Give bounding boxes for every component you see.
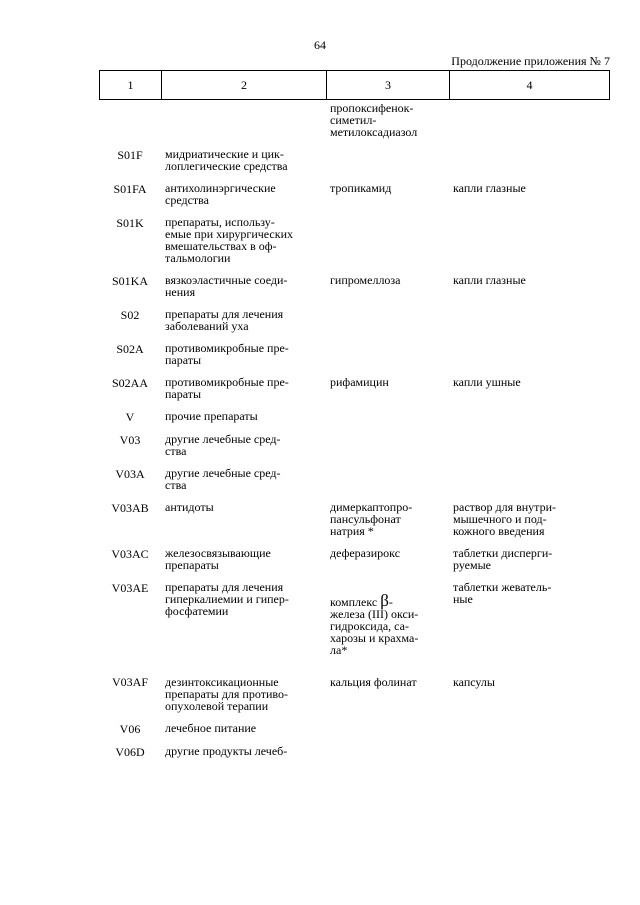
group-name xyxy=(161,102,326,148)
substance-name xyxy=(326,433,449,467)
atc-code: V03 xyxy=(119,433,141,447)
table-row xyxy=(99,342,609,376)
substance-name xyxy=(326,745,449,768)
atc-code xyxy=(99,102,161,148)
table-row xyxy=(99,547,609,581)
substance-name xyxy=(326,148,449,182)
atc-code: V03AE xyxy=(111,581,149,595)
atc-code: S02A xyxy=(116,342,144,356)
atc-code: V06D xyxy=(115,745,145,759)
substance-name: пропоксифенок- симетил- метилоксадиазол xyxy=(330,101,418,139)
dosage-form xyxy=(449,308,609,342)
table-row xyxy=(99,722,609,745)
table-row xyxy=(99,433,609,467)
substance-name: рифамицин xyxy=(330,375,389,389)
substance-name xyxy=(326,216,449,274)
header-cell-2: 2 xyxy=(162,71,327,100)
substance-name: тропикамид xyxy=(330,181,392,195)
group-name: железосвязывающие препараты xyxy=(165,546,271,572)
substance-name: деферазирокс xyxy=(330,546,401,560)
table-row xyxy=(99,376,609,410)
atc-code: V06 xyxy=(119,722,141,736)
atc-code: S01F xyxy=(117,148,143,162)
dosage-form xyxy=(449,102,609,148)
table-row xyxy=(99,182,609,216)
dosage-form xyxy=(449,148,609,182)
table-row xyxy=(99,745,609,768)
atc-code: V03A xyxy=(115,467,145,481)
dosage-form: раствор для внутри- мышечного и под- кожного введения xyxy=(453,500,556,538)
substance-name xyxy=(326,308,449,342)
group-name: дезинтоксикационные препараты для противо- опухолевой терапии xyxy=(165,675,288,713)
table-row xyxy=(99,410,609,433)
atc-code: V03AB xyxy=(111,501,149,515)
atc-code: S01KA xyxy=(111,274,148,288)
atc-code: S02 xyxy=(120,308,140,322)
atc-code: S01K xyxy=(116,216,144,230)
group-name: другие продукты лечеб- xyxy=(165,744,288,758)
substance-name xyxy=(326,342,449,376)
table-row xyxy=(99,148,609,182)
table-row xyxy=(99,308,609,342)
substance-rest: - железа (III) окси- гидроксида, са- харозы и крахма- ла* xyxy=(330,595,419,657)
group-name: противомикробные пре- параты xyxy=(165,341,289,367)
atc-code: V03AF xyxy=(111,675,148,689)
header-cell-4: 4 xyxy=(450,71,610,100)
substance-prefix: комплекс xyxy=(330,595,378,609)
continuation-label: Продолжение приложения № 7 xyxy=(451,54,610,68)
dosage-form: капли ушные xyxy=(453,375,521,389)
dosage-form xyxy=(449,342,609,376)
header-row xyxy=(100,71,610,100)
page-number: 64 xyxy=(314,38,326,52)
table-header xyxy=(99,70,610,100)
group-name: антихолинэргические средства xyxy=(165,181,276,207)
substance-name xyxy=(326,722,449,745)
dosage-form: таблетки жеватель- ные xyxy=(453,580,552,606)
group-name: препараты для лечения гиперкалиемии и гипер- фосфатемии xyxy=(165,580,289,618)
table-row xyxy=(99,102,609,148)
substance-name xyxy=(326,467,449,501)
dosage-form: капсулы xyxy=(453,675,495,689)
dosage-form xyxy=(449,467,609,501)
substance-name: димеркаптопро- пансульфонат натрия * xyxy=(330,500,413,538)
dosage-form xyxy=(449,433,609,467)
substance-name xyxy=(326,410,449,433)
dosage-form xyxy=(449,410,609,433)
header-cell-3: 3 xyxy=(327,71,450,100)
group-name: другие лечебные сред- ства xyxy=(165,466,281,492)
group-name: вязкоэластичные соеди- нения xyxy=(165,273,288,299)
substance-name: гипромеллоза xyxy=(330,273,401,287)
dosage-form xyxy=(449,216,609,274)
beta-symbol: β xyxy=(380,591,389,610)
dosage-form xyxy=(449,745,609,768)
substance-name xyxy=(326,581,449,666)
header-cell-1: 1 xyxy=(100,71,162,100)
table-row xyxy=(99,216,609,274)
table-row xyxy=(99,274,609,308)
table-row xyxy=(99,581,609,666)
table-row xyxy=(99,501,609,547)
group-name: мидриатические и цик- лоплегические средства xyxy=(165,147,288,173)
group-name: препараты для лечения заболеваний уха xyxy=(165,307,284,333)
atc-code: S01FA xyxy=(113,182,147,196)
atc-code: V03AC xyxy=(111,547,149,561)
medicine-table xyxy=(99,102,609,768)
dosage-form: капли глазные xyxy=(453,273,526,287)
dosage-form xyxy=(449,722,609,745)
group-name: другие лечебные сред- ства xyxy=(165,432,281,458)
group-name: прочие препараты xyxy=(165,409,258,423)
dosage-form: капли глазные xyxy=(453,181,526,195)
group-name: противомикробные пре- параты xyxy=(165,375,289,401)
group-name: лечебное питание xyxy=(165,721,257,735)
group-name: антидоты xyxy=(165,500,214,514)
table-row xyxy=(99,467,609,501)
group-name: препараты, использу- емые при хирургических вмешательствах в оф- тальмологии xyxy=(165,215,293,265)
atc-code: V xyxy=(125,410,135,424)
substance-name: кальция фолинат xyxy=(330,675,417,689)
atc-code: S02AA xyxy=(111,376,148,390)
table-row xyxy=(99,666,609,722)
dosage-form: таблетки дисперги- руемые xyxy=(453,546,553,572)
